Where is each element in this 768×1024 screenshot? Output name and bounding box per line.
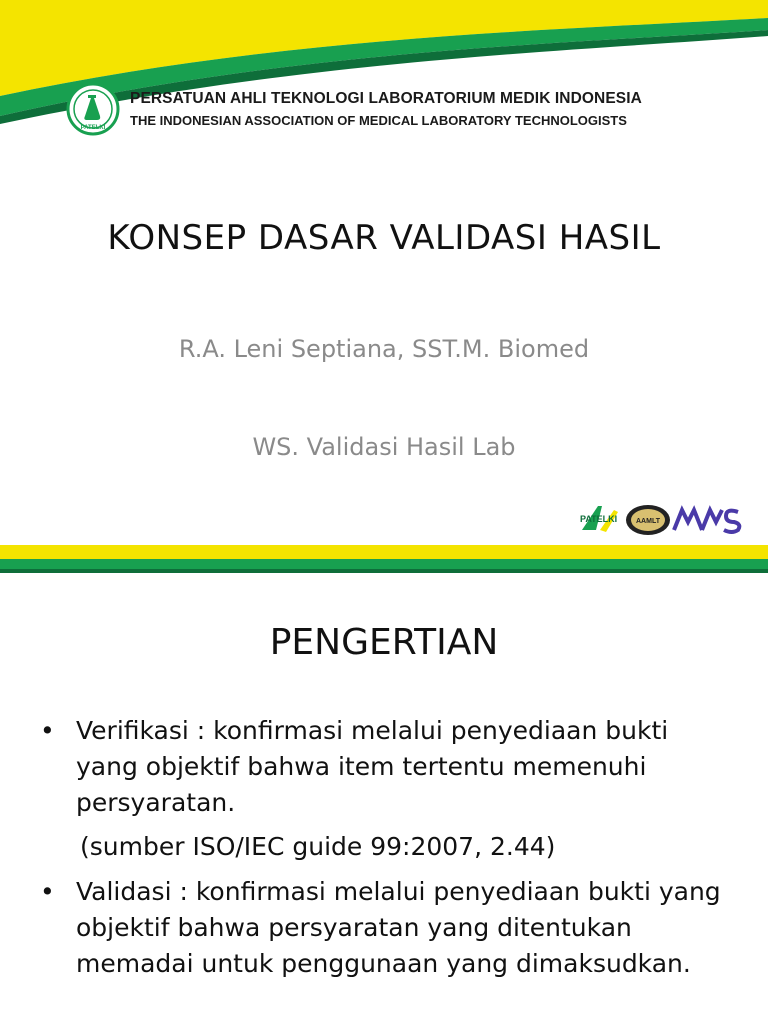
event-name: WS. Validasi Hasil Lab xyxy=(252,433,516,461)
band-dark-green xyxy=(0,569,768,573)
source-note: (sumber ISO/IEC guide 99:2007, 2.44) xyxy=(80,832,556,861)
author-name: R.A. Leni Septiana, SST.M. Biomed xyxy=(178,335,590,363)
bullet-dot: • xyxy=(40,877,55,906)
svg-text:AAMLT: AAMLT xyxy=(636,518,660,525)
bullet-dot: • xyxy=(40,716,55,745)
band-green xyxy=(0,559,768,569)
bullet-verifikasi xyxy=(40,713,730,821)
band-yellow xyxy=(0,545,768,559)
organization-name-english: THE INDONESIAN ASSOCIATION OF MEDICAL LABORATORY TECHNOLOGISTS xyxy=(130,113,627,128)
partner-logo-aaas xyxy=(672,502,742,536)
partner-logo-aamlt xyxy=(624,503,672,537)
bullet-text: Validasi : konfirmasi melalui penyediaan bukti yang objektif bahwa persyaratan yang ditentukan memadai untuk penggunaan yang dimaksudkan. xyxy=(76,877,721,978)
slide-title: KONSEP DASAR VALIDASI HASIL xyxy=(107,218,661,258)
section-title: PENGERTIAN xyxy=(269,622,499,663)
partner-logo-patelki xyxy=(578,500,624,538)
patelki-logo xyxy=(66,82,120,136)
bullet-text: Verifikasi : konfirmasi melalui penyediaan bukti yang objektif bahwa item tertentu memenuhi persyaratan. xyxy=(76,716,669,817)
organization-name: PERSATUAN AHLI TEKNOLOGI LABORATORIUM MEDIK INDONESIA xyxy=(130,90,642,107)
definition-slide xyxy=(0,576,768,1024)
svg-text:PATELKI: PATELKI xyxy=(80,125,106,131)
bullet-validasi xyxy=(40,874,730,982)
footer-bands xyxy=(0,545,768,576)
svg-text:PATELKI: PATELKI xyxy=(580,514,618,524)
